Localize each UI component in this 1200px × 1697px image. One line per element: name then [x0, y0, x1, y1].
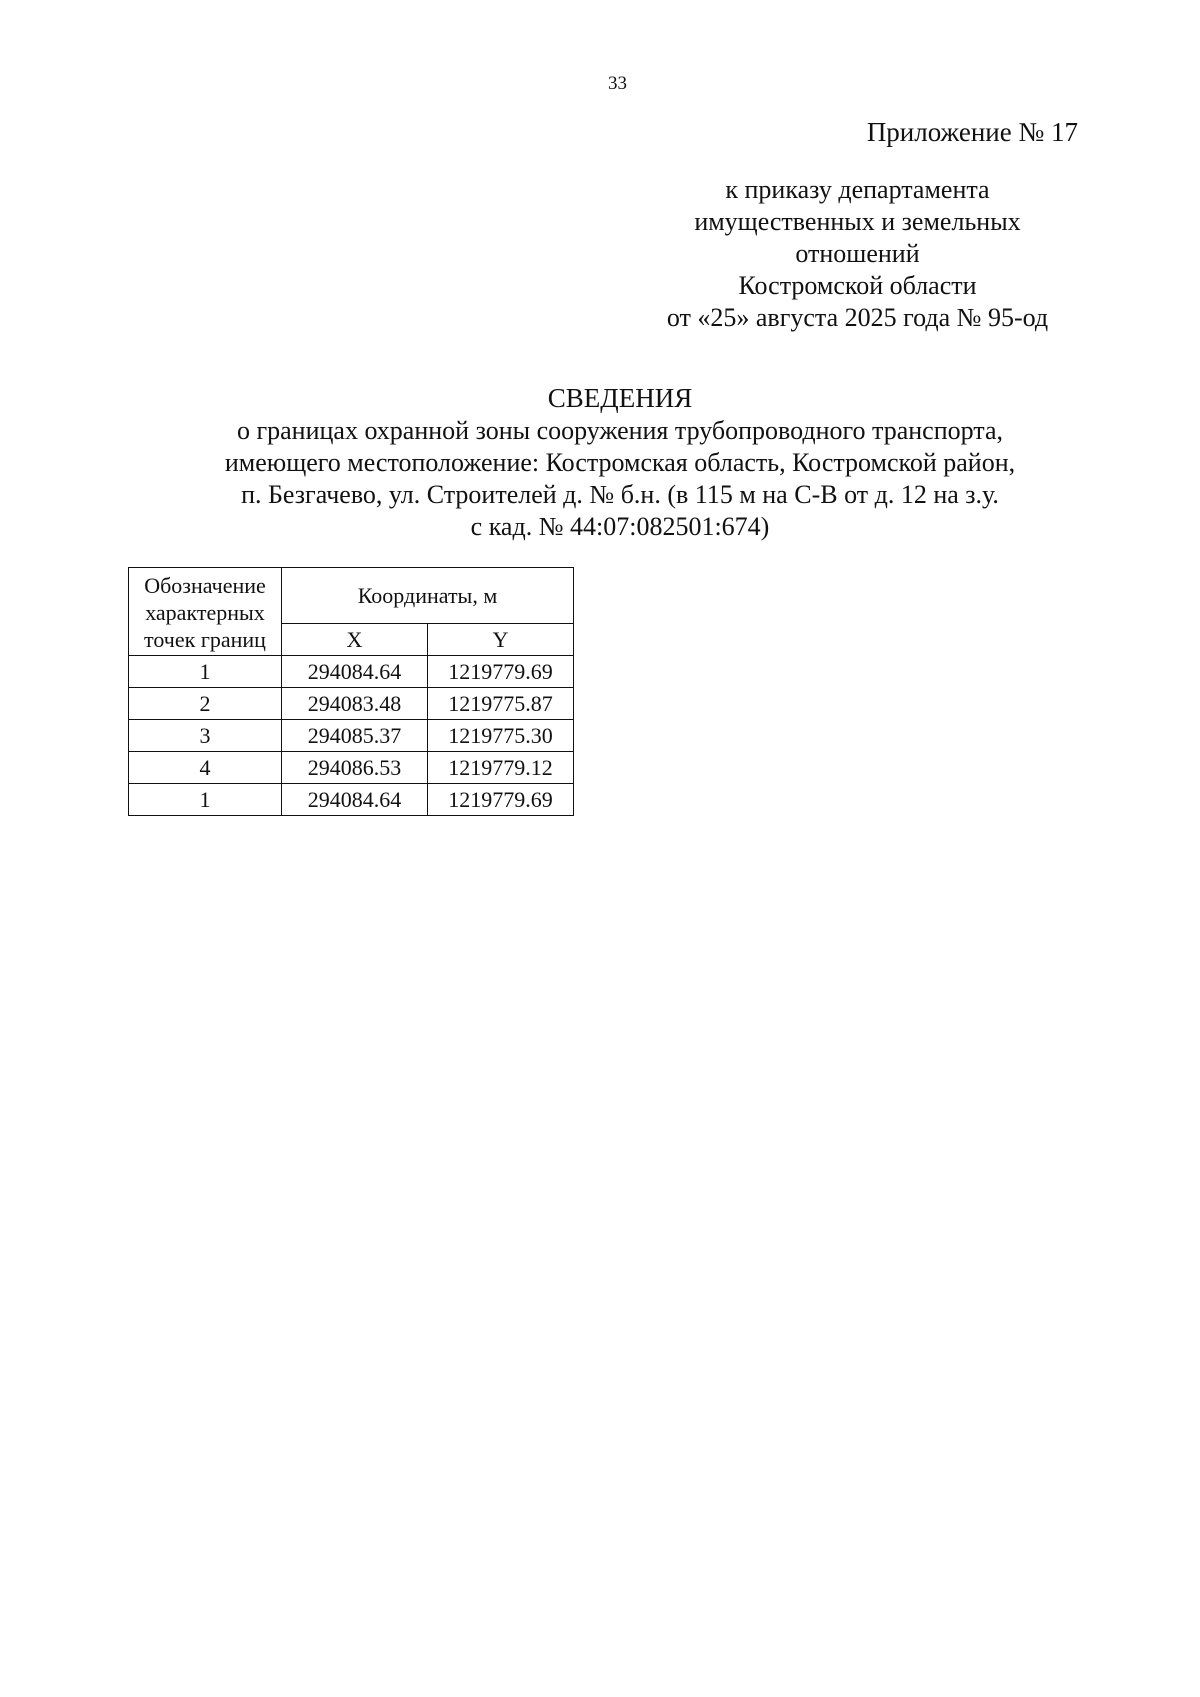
x-column-header: X	[282, 624, 428, 656]
y-coordinate-cell: 1219779.12	[428, 752, 574, 784]
y-coordinate-cell: 1219779.69	[428, 784, 574, 816]
table-header-row	[129, 568, 574, 624]
subtitle-line: с кад. № 44:07:082501:674)	[470, 512, 770, 541]
point-cell: 1	[129, 656, 282, 688]
order-line: к приказу департамента	[725, 175, 990, 204]
coordinates-table-body	[129, 656, 574, 816]
x-coordinate-cell: 294085.37	[282, 720, 428, 752]
points-column-header: Обозначение характерных точек границ	[129, 568, 282, 656]
y-coordinate-cell: 1219775.30	[428, 720, 574, 752]
order-line: от «25» августа 2025 года № 95-од	[666, 303, 1049, 332]
table-row	[129, 784, 574, 816]
appendix-number: Приложение № 17	[866, 117, 1078, 147]
table-row	[129, 688, 574, 720]
subtitle-line: имеющего местоположение: Костромская область, Костромской район,	[224, 448, 1016, 477]
table-row	[129, 752, 574, 784]
point-cell: 3	[129, 720, 282, 752]
document-title: СВЕДЕНИЯ	[547, 383, 693, 413]
order-line: отношений	[795, 239, 920, 268]
coordinates-table	[128, 567, 574, 816]
table-row	[129, 656, 574, 688]
x-coordinate-cell: 294084.64	[282, 656, 428, 688]
x-coordinate-cell: 294086.53	[282, 752, 428, 784]
point-cell: 2	[129, 688, 282, 720]
y-coordinate-cell: 1219775.87	[428, 688, 574, 720]
coordinates-column-header: Координаты, м	[282, 568, 574, 624]
table-row	[129, 720, 574, 752]
page-number: 33	[608, 73, 627, 94]
y-coordinate-cell: 1219779.69	[428, 656, 574, 688]
point-cell: 4	[129, 752, 282, 784]
subtitle-line: о границах охранной зоны сооружения трубопроводного транспорта,	[236, 416, 1004, 445]
x-coordinate-cell: 294083.48	[282, 688, 428, 720]
point-cell: 1	[129, 784, 282, 816]
y-column-header: Y	[428, 624, 574, 656]
x-coordinate-cell: 294084.64	[282, 784, 428, 816]
order-reference	[600, 174, 1115, 334]
subtitle-line: п. Безгачево, ул. Строителей д. № б.н. (в 115 м на С-В от д. 12 на з.у.	[241, 480, 999, 509]
document-title-block	[130, 381, 1110, 543]
order-line: Костромской области	[738, 271, 977, 300]
order-line: имущественных и земельных	[694, 207, 1021, 236]
